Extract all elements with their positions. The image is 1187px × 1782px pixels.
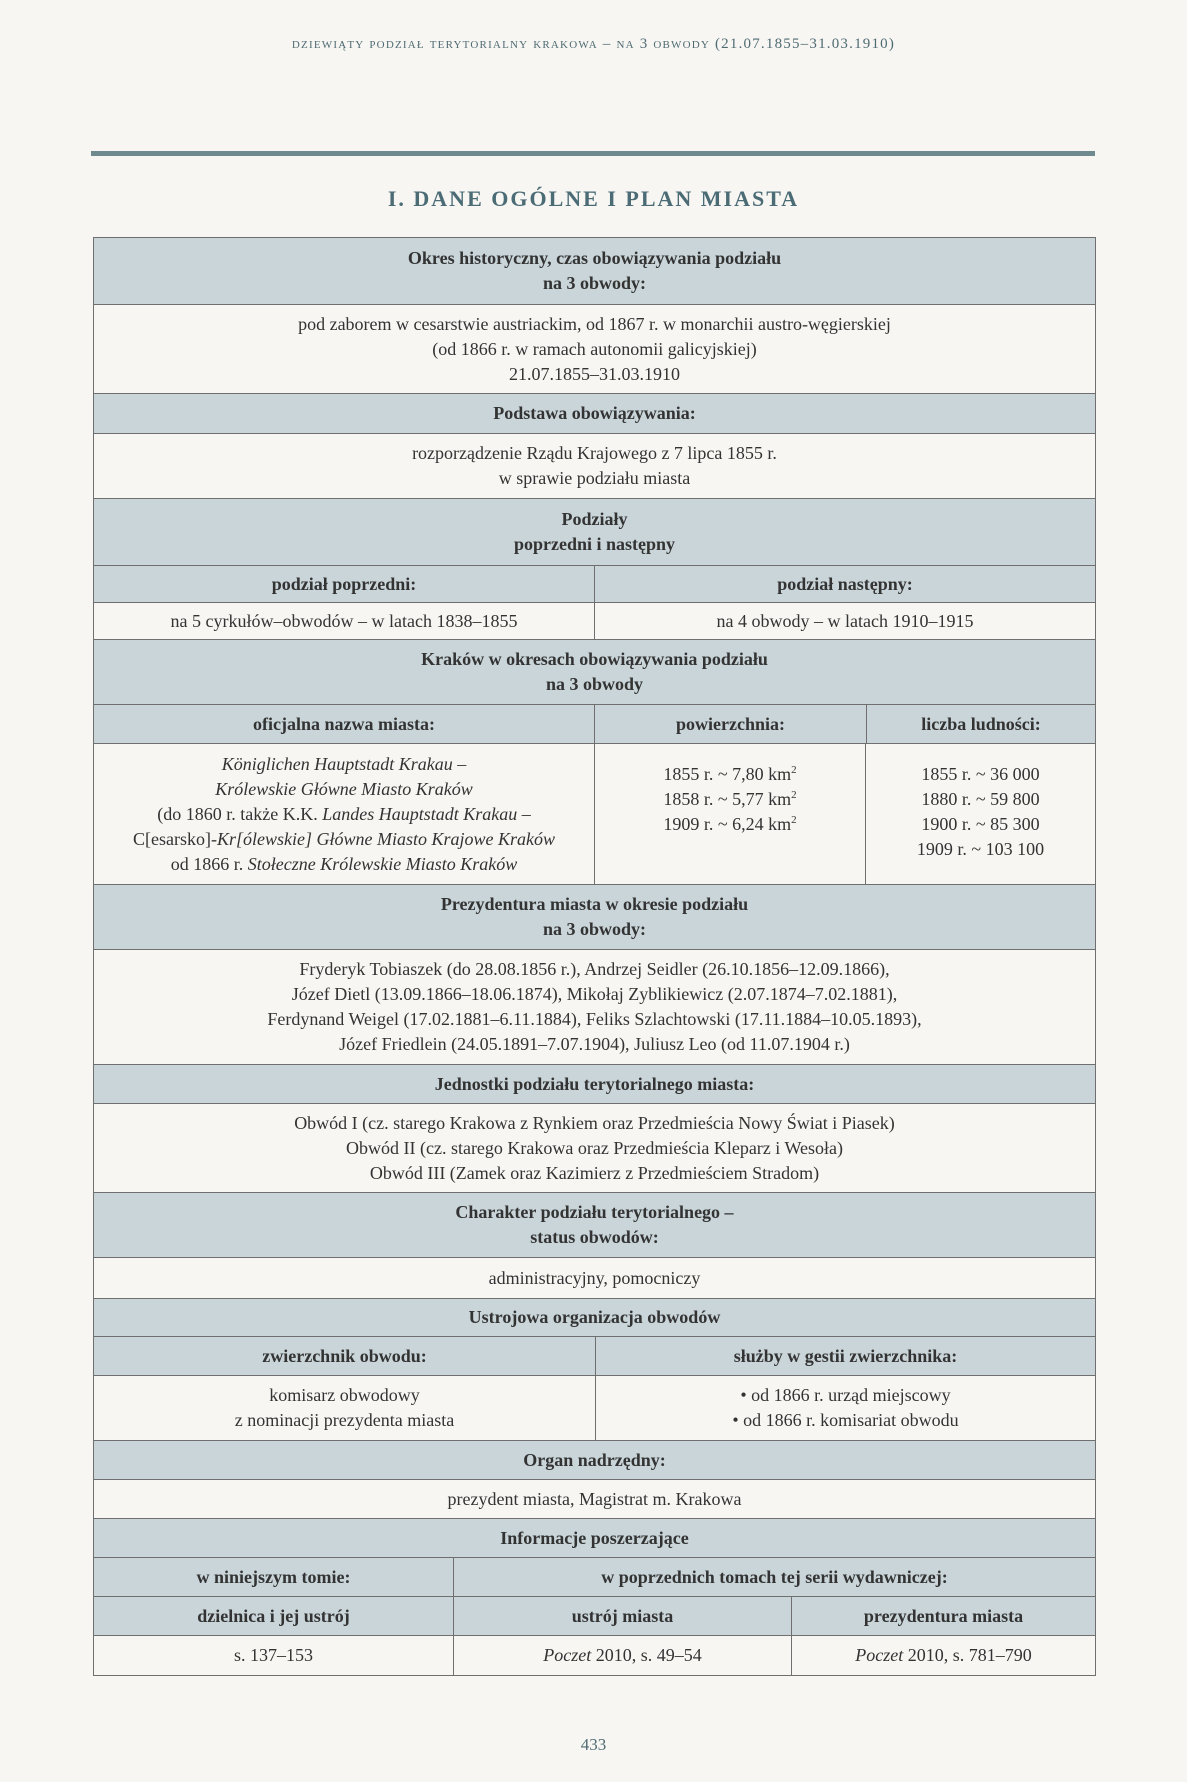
ustroj-header-line: Ustrojowa organizacja obwodów [468, 1307, 721, 1327]
page-number: 433 [580, 1735, 607, 1754]
ref-book-title: Poczet [543, 1645, 592, 1665]
jednostki-body [94, 1104, 1095, 1193]
info-subheaders-row [94, 1597, 1095, 1636]
okres-header-line: Okres historyczny, czas obowiązywania podziału [407, 248, 782, 268]
okres-line: (od 1866 r. w ramach autonomii galicyjskiej) [432, 338, 757, 359]
charakter-header [94, 1193, 1095, 1258]
president-line: Ferdynand Weigel (17.02.1881–6.11.1884), Feliks Szlachtowski (17.11.1884–10.05.1893), [267, 1009, 922, 1029]
prezydentura-body [94, 950, 1095, 1065]
col-district: dzielnica i jej ustrój [94, 1597, 453, 1635]
krakow-header-line: na 3 obwody [545, 674, 644, 694]
service-line: • od 1866 r. urząd miejscowy [740, 1385, 951, 1405]
official-name-part: C[esarsko]- [132, 828, 217, 849]
ref-presidency [791, 1636, 1095, 1675]
podzialy-labels-row [94, 566, 1095, 603]
service-line: • od 1866 r. komisariat obwodu [732, 1410, 959, 1430]
charakter-header-line: status obwodów: [530, 1227, 659, 1247]
president-line: Fryderyk Tobiaszek (do 28.08.1856 r.), Andrzej Seidler (26.10.1856–12.09.1866), [299, 959, 890, 979]
okres-line: 21.07.1855–31.03.1910 [509, 363, 680, 384]
podstawa-line: rozporządzenie Rządu Krajowego z 7 lipca 1855 r. [412, 443, 777, 463]
next-division-label: podział następny: [594, 566, 1095, 602]
col-district-chief: zwierzchnik obwodu: [94, 1337, 595, 1375]
podzialy-header-line: Podziały [561, 509, 628, 529]
official-name-part: Stołeczne Królewskie Miasto Kraków [247, 853, 518, 874]
ustroj-labels-row [94, 1337, 1095, 1376]
area-unit-sup: 2 [791, 814, 797, 826]
population-line: 1900 r. ~ 85 300 [921, 814, 1040, 834]
info-header [94, 1519, 1095, 1558]
president-line: Józef Dietl (13.09.1866–18.06.1874), Mikołaj Zyblikiewicz (2.07.1874–7.02.1881), [291, 984, 898, 1004]
official-name-line: Królewskie Główne Miasto Kraków [215, 778, 473, 799]
col-services: służby w gestii zwierzchnika: [595, 1337, 1095, 1375]
population-cell [865, 744, 1095, 884]
services-cell [595, 1376, 1095, 1440]
official-name-part: od 1866 r. [170, 853, 248, 874]
official-name-line [94, 827, 594, 852]
ref-pages: 2010, s. 49–54 [591, 1645, 702, 1665]
col-official-name: oficjalna nazwa miasta: [94, 705, 594, 743]
organ-value: prezydent miasta, Magistrat m. Krakowa [447, 1488, 742, 1509]
jednostki-header-line: Jednostki podziału terytorialnego miasta: [434, 1073, 755, 1094]
krakow-values-row [94, 744, 1095, 885]
area-value: 1858 r. ~ 5,77 km [663, 789, 792, 809]
col-population: liczba ludności: [866, 705, 1095, 743]
official-name-line [94, 802, 594, 827]
area-value: 1909 r. ~ 6,24 km [663, 814, 792, 834]
podstawa-body [94, 434, 1095, 499]
organ-header-line: Organ nadrzędny: [523, 1449, 666, 1470]
ref-pages: 2010, s. 781–790 [903, 1645, 1032, 1665]
krakow-header-line: Kraków w okresach obowiązywania podziału [421, 649, 768, 669]
official-name-part: Kr[ólewskie] [216, 828, 312, 849]
charakter-body [94, 1258, 1095, 1299]
district-chief-cell [94, 1376, 595, 1440]
next-division-value: na 4 obwody – w latach 1910–1915 [594, 603, 1095, 639]
organ-body [94, 1480, 1095, 1519]
area-cell [594, 744, 865, 884]
section-title: I. DANE OGÓLNE I PLAN MIASTA [387, 186, 800, 211]
podzialy-values-row [94, 603, 1095, 640]
col-presidency: prezydentura miasta [791, 1597, 1095, 1635]
podzialy-header-line: poprzedni i następny [513, 534, 676, 554]
unit-line: Obwód II (cz. starego Krakowa oraz Przedmieścia Kleparz i Wesoła) [345, 1137, 843, 1158]
organ-header [94, 1441, 1095, 1480]
info-header-line: Informacje poszerzające [500, 1527, 689, 1548]
area-line [595, 787, 865, 812]
col-area: powierzchnia: [594, 705, 866, 743]
official-name-part: (do 1860 r. także K.K. [157, 803, 323, 824]
podstawa-header [94, 394, 1095, 434]
charakter-value: administracyjny, pomocniczy [488, 1267, 701, 1288]
unit-line: Obwód I (cz. starego Krakowa z Rynkiem oraz Przedmieścia Nowy Świat i Piasek) [294, 1112, 895, 1133]
okres-header-line: na 3 obwody: [542, 273, 647, 293]
prezydentura-header-line: Prezydentura miasta w okresie podziału [440, 894, 749, 914]
ref-city-system [453, 1636, 791, 1675]
running-head: dziewiąty podział terytorialny krakowa – na 3 obwody (21.07.1855–31.03.1910) [291, 36, 896, 52]
official-names-cell [94, 744, 594, 884]
official-name-line: Königlichen Hauptstadt Krakau – [221, 753, 467, 774]
area-line [595, 762, 865, 787]
okres-line: pod zaborem w cesarstwie austriackim, od 1867 r. w monarchii austro-węgierskiej [298, 313, 891, 334]
col-this-volume: w niniejszym tomie: [94, 1558, 453, 1596]
area-unit-sup: 2 [791, 789, 797, 801]
prev-division-value: na 5 cyrkułów–obwodów – w latach 1838–1855 [94, 603, 594, 639]
krakow-header [94, 640, 1095, 705]
district-chief-line: komisarz obwodowy [269, 1385, 420, 1405]
prev-division-label: podział poprzedni: [94, 566, 594, 602]
charakter-header-line: Charakter podziału terytorialnego – [455, 1202, 734, 1222]
ref-district: s. 137–153 [94, 1636, 453, 1675]
section-rule [91, 151, 1095, 156]
info-values-row [94, 1636, 1095, 1675]
podstawa-line: w sprawie podziału miasta [498, 468, 691, 488]
ustroj-header [94, 1299, 1095, 1337]
area-line [595, 812, 865, 837]
official-name-part: Główne Miasto Krajowe Kraków [311, 828, 555, 849]
col-previous-volumes: w poprzednich tomach tej serii wydawniczej: [453, 1558, 1095, 1596]
population-line: 1880 r. ~ 59 800 [921, 789, 1040, 809]
okres-body [94, 305, 1095, 394]
jednostki-header [94, 1065, 1095, 1104]
krakow-columns-row [94, 705, 1095, 744]
area-unit-sup: 2 [791, 764, 797, 776]
population-line: 1855 r. ~ 36 000 [921, 764, 1040, 784]
ustroj-values-row [94, 1376, 1095, 1441]
district-chief-line: z nominacji prezydenta miasta [234, 1410, 455, 1430]
col-city-system: ustrój miasta [453, 1597, 791, 1635]
ref-book-title: Poczet [855, 1645, 904, 1665]
president-line: Józef Friedlein (24.05.1891–7.07.1904), Juliusz Leo (od 11.07.1904 r.) [339, 1034, 850, 1054]
unit-line: Obwód III (Zamek oraz Kazimierz z Przedmieściem Stradom) [369, 1162, 820, 1183]
prezydentura-header [94, 885, 1095, 950]
general-data-table [93, 237, 1096, 1676]
official-name-line [94, 852, 594, 877]
okres-header [94, 238, 1095, 305]
prezydentura-header-line: na 3 obwody: [542, 919, 647, 939]
area-value: 1855 r. ~ 7,80 km [663, 764, 792, 784]
official-name-part: Landes Hauptstadt Krakau – [322, 803, 531, 824]
population-line: 1909 r. ~ 103 100 [916, 839, 1045, 859]
info-groups-row [94, 1558, 1095, 1597]
podzialy-header [94, 499, 1095, 566]
podstawa-header-line: Podstawa obowiązywania: [493, 403, 696, 423]
